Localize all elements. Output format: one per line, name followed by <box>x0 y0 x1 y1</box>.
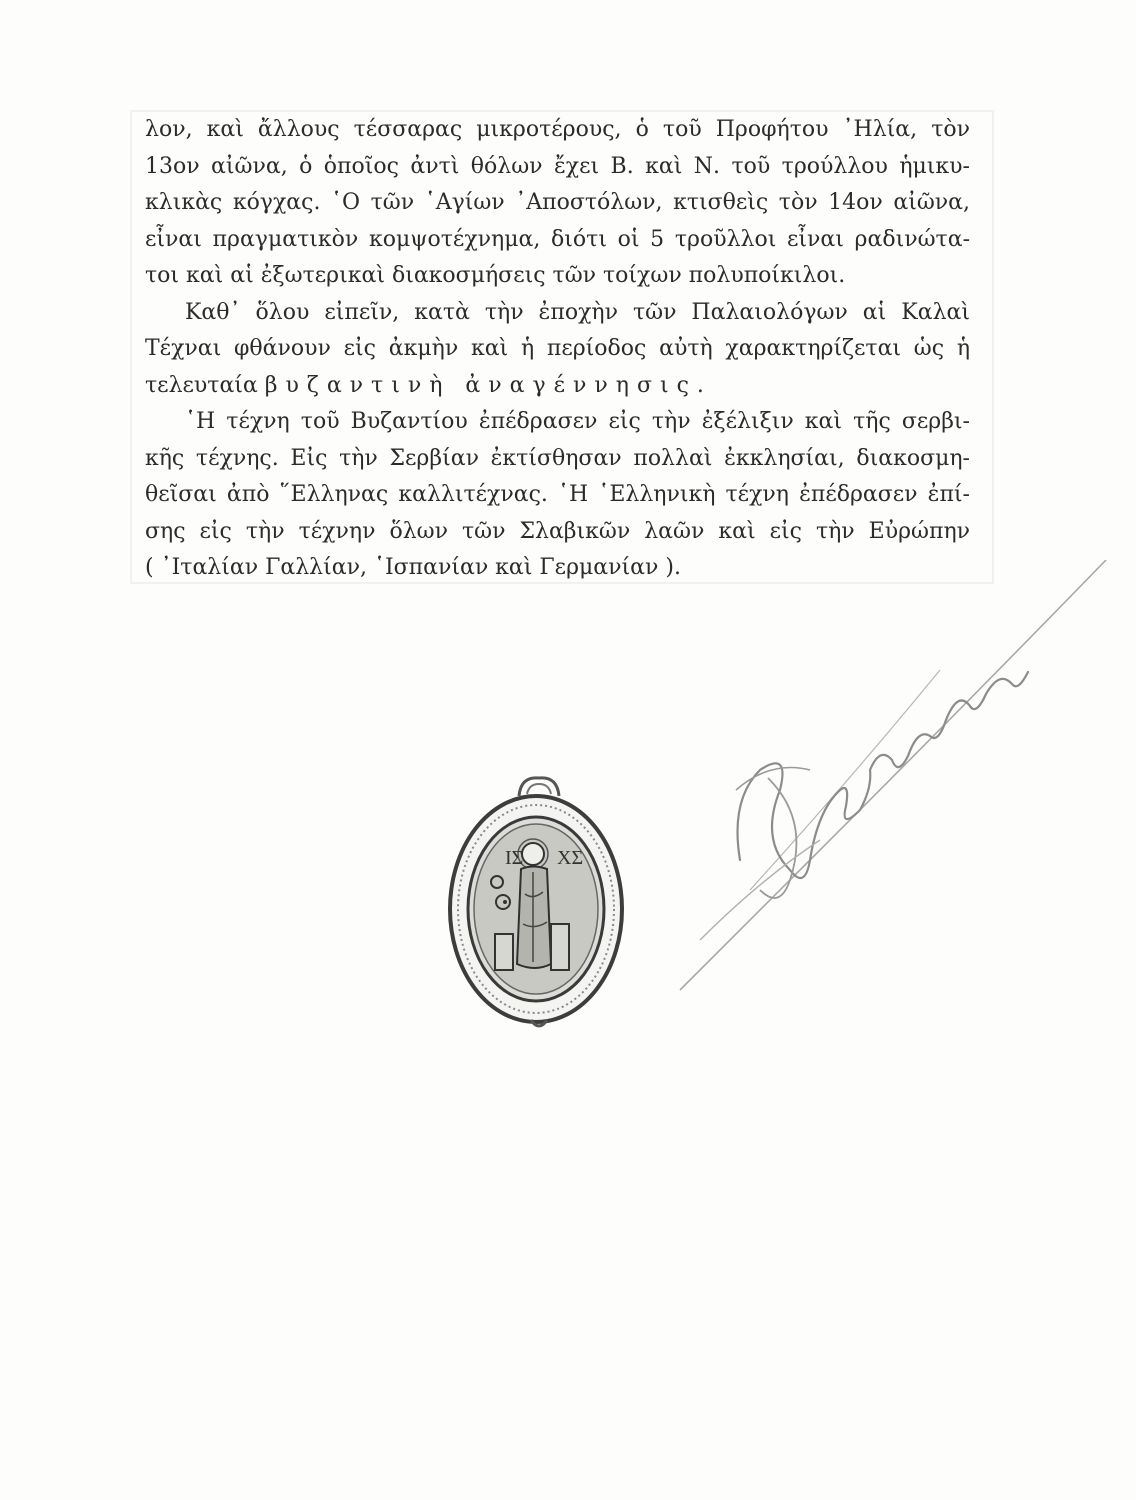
text-line <box>145 368 970 405</box>
pencil-signature <box>640 560 1110 1030</box>
byzantine-seal-illustration <box>447 774 625 1034</box>
text-line: εἶναι πραγματικὸν κομψοτέχνημα, διότι οἱ 5 τροῦλλοι εἶναι ραδινώτα- <box>145 226 970 252</box>
spaced-emphasis: βυζαντινὴ ἀναγέννησις. <box>264 372 712 398</box>
text-line: σης εἰς τὴν τέχνην ὅλων τῶν Σλαβικῶν λαῶν καὶ εἰς τὴν Εὐρώπην <box>145 518 970 544</box>
body-text <box>145 112 970 587</box>
seal-left-monogram: ΙΣ <box>505 847 524 869</box>
text-line: λον, καὶ ἄλλους τέσσαρας μικροτέρους, ὁ τοῦ Προφήτου ᾽Ηλία, τὸν <box>145 117 970 142</box>
text-line: 13ον αἰῶνα, ὁ ὁποῖος ἀντὶ θόλων ἔχει Β. καὶ Ν. τοῦ τρούλλου ἡμικυ- <box>145 153 970 179</box>
text-line: κλικὰς κόγχας. ῾Ο τῶν ῾Αγίων ᾽Αποστόλων, κτισθεὶς τὸν 14ον αἰῶνα, <box>145 190 970 215</box>
paragraph-2 <box>145 295 970 405</box>
text-line: θεῖσαι ἀπὸ ῞Ελληνας καλλιτέχνας. ῾Η ῾Ελληνικὴ τέχνη ἐπέδρασεν ἐπί- <box>145 482 970 507</box>
text-line: Τέχναι φθάνουν εἰς ἀκμὴν καὶ ἡ περίοδος αὐτὴ χαρακτηρίζεται ὡς ἡ <box>145 336 970 361</box>
paragraph-1 <box>145 112 970 295</box>
text-line: τοι καὶ αἱ ἐξωτερικαὶ διακοσμήσεις τῶν τοίχων πολυποίκιλοι. <box>145 263 846 288</box>
text-line: Καθ᾽ ὅλου εἰπεῖν, κατὰ τὴν ἐποχὴν τῶν Παλαιολόγων αἱ Καλαὶ <box>185 299 970 325</box>
text-line-prefix: τελευταία <box>145 372 265 398</box>
text-line: ( ᾽Ιταλίαν Γαλλίαν, ῾Ισπανίαν καὶ Γερμανίαν ). <box>145 555 681 580</box>
text-line: κῆς τέχνης. Εἰς τὴν Σερβίαν ἐκτίσθησαν πολλαὶ ἐκκλησίαι, διακοσμη- <box>145 445 970 471</box>
seal-right-monogram: ΧΣ <box>557 847 584 869</box>
text-line: ῾Η τέχνη τοῦ Βυζαντίου ἐπέδρασεν εἰς τὴν ἐξέλιξιν καὶ τῆς σερβι- <box>185 409 970 434</box>
